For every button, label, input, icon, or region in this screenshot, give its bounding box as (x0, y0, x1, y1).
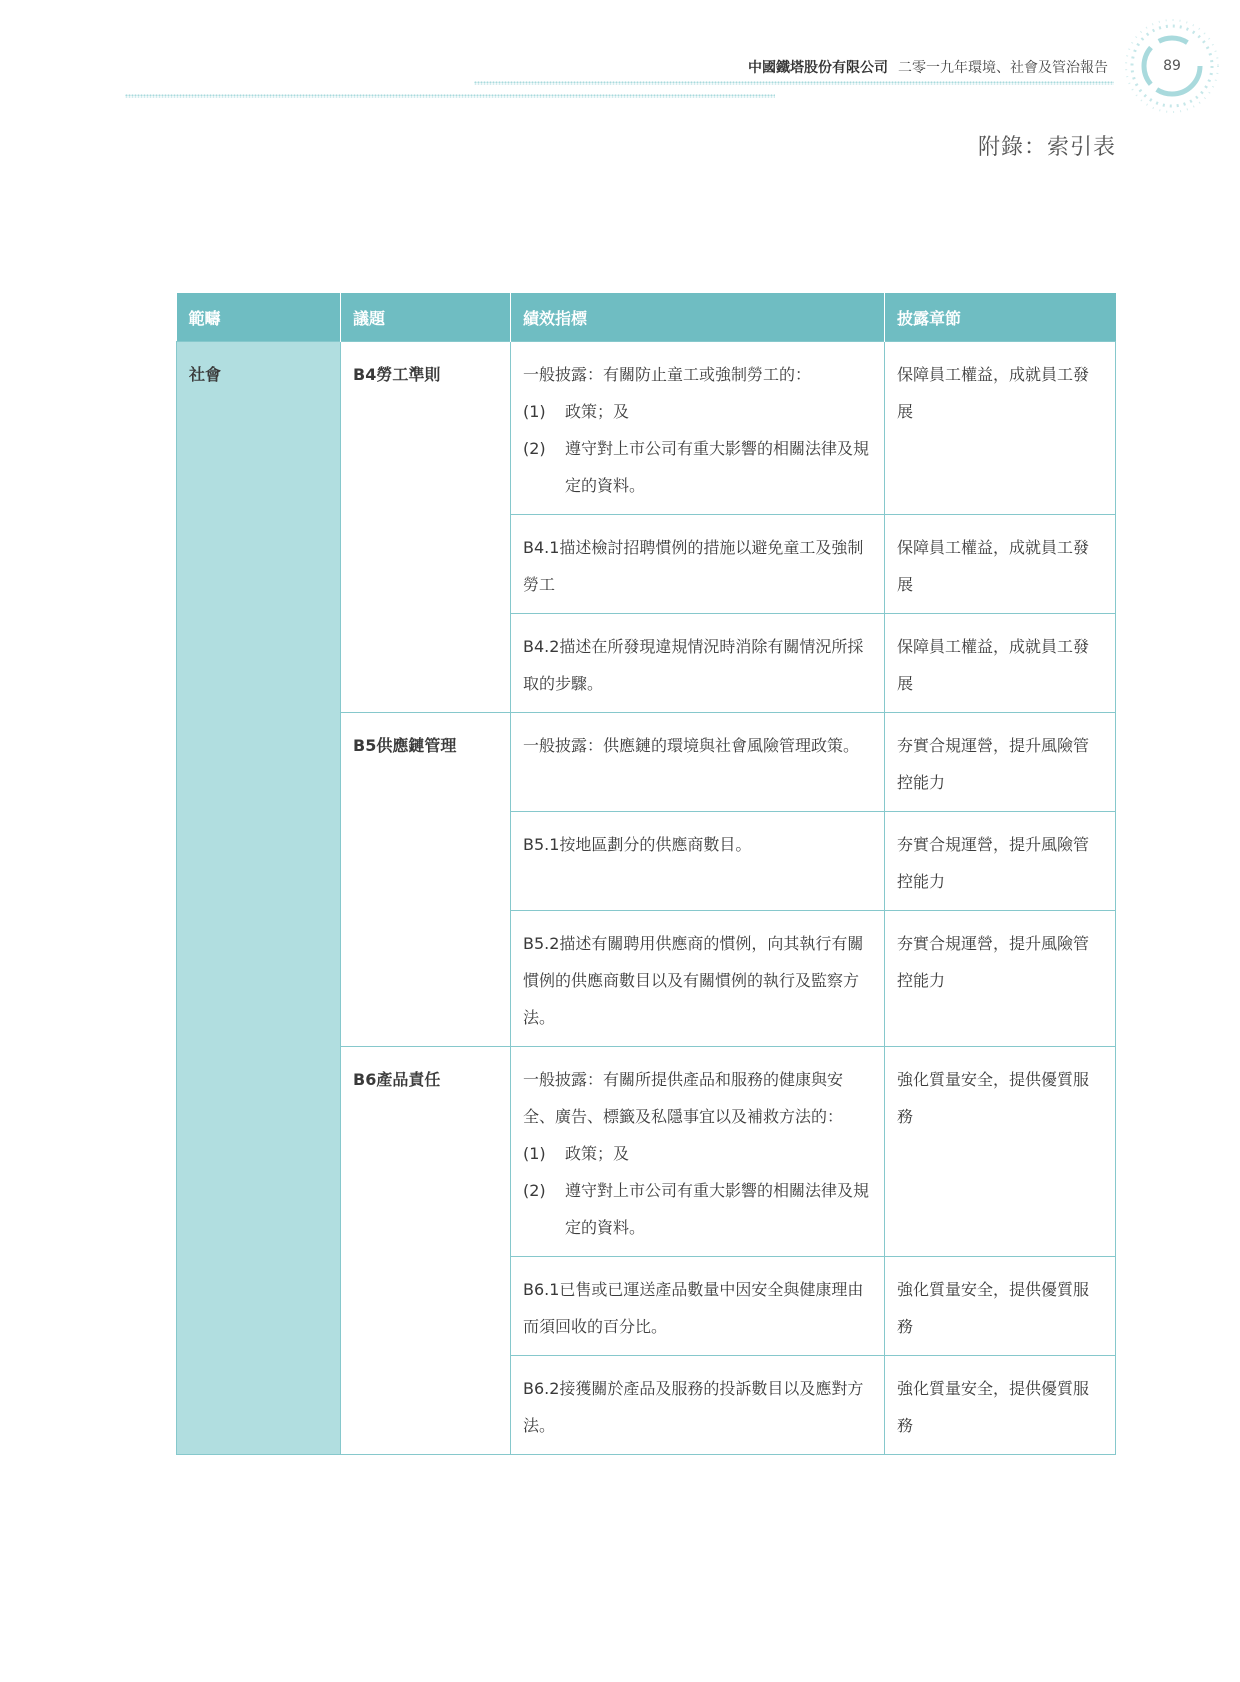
index-table (176, 293, 1116, 1455)
indicator-cell (511, 1047, 885, 1257)
indicator-cell (511, 812, 885, 911)
list-item-text: 政策；及 (565, 1144, 630, 1163)
indicator-cell (511, 1257, 885, 1356)
indicator-text: B6.1已售或已運送產品數量中因安全與健康理由而須回收的百分比。 (523, 1280, 864, 1336)
page-number: 89 (1163, 58, 1181, 74)
topic-cell: B5供應鏈管理 (341, 713, 511, 1047)
header-dotted-line-lower (125, 94, 775, 98)
topic-cell: B4勞工準則 (341, 342, 511, 713)
section-title: 附錄：索引表 (977, 135, 1116, 160)
list-item-text: 遵守對上市公司有重大影響的相關法律及規定的資料。 (565, 439, 870, 495)
indicator-text: 一般披露：有關防止童工或強制勞工的： (523, 365, 812, 384)
chapter-cell: 強化質量安全，提供優質服務 (885, 1257, 1116, 1356)
header-chapter: 披露章節 (885, 293, 1116, 342)
chapter-cell: 強化質量安全，提供優質服務 (885, 1356, 1116, 1455)
indicator-cell (511, 614, 885, 713)
list-item (523, 1172, 872, 1246)
chapter-cell: 夯實合規運營，提升風險管控能力 (885, 713, 1116, 812)
header-topic: 議題 (341, 293, 511, 342)
list-item (523, 430, 872, 504)
header-indicator: 績效指標 (511, 293, 885, 342)
report-header (748, 57, 1108, 77)
chapter-cell: 夯實合規運營，提升風險管控能力 (885, 911, 1116, 1047)
chapter-cell: 保障員工權益，成就員工發展 (885, 614, 1116, 713)
list-item-number: (1) (523, 1144, 546, 1163)
indicator-cell (511, 515, 885, 614)
indicator-text: B4.1描述檢討招聘慣例的措施以避免童工及強制勞工 (523, 538, 864, 594)
table-header-row (177, 293, 1116, 342)
indicator-cell (511, 1356, 885, 1455)
table-body (177, 342, 1116, 1455)
list-item-number: (2) (523, 1181, 546, 1200)
list-item-text: 遵守對上市公司有重大影響的相關法律及規定的資料。 (565, 1181, 870, 1237)
topic-cell: B6產品責任 (341, 1047, 511, 1455)
chapter-cell: 強化質量安全，提供優質服務 (885, 1047, 1116, 1257)
chapter-cell: 夯實合規運營，提升風險管控能力 (885, 812, 1116, 911)
table-row (177, 342, 1116, 515)
indicator-cell (511, 342, 885, 515)
list-item-number: (1) (523, 402, 546, 421)
list-item-text: 政策；及 (565, 402, 630, 421)
indicator-text: B5.2描述有關聘用供應商的慣例，向其執行有關慣例的供應商數目以及有關慣例的執行及監察方法。 (523, 934, 864, 1027)
indicator-sublist (523, 393, 872, 504)
header-dotted-line (474, 81, 1114, 85)
indicator-text: B6.2接獲關於產品及服務的投訴數目以及應對方法。 (523, 1379, 864, 1435)
indicator-cell (511, 713, 885, 812)
indicator-text: B5.1按地區劃分的供應商數目。 (523, 835, 752, 854)
category-cell: 社會 (177, 342, 341, 1455)
chapter-cell: 保障員工權益，成就員工發展 (885, 515, 1116, 614)
indicator-cell (511, 911, 885, 1047)
chapter-cell: 保障員工權益，成就員工發展 (885, 342, 1116, 515)
company-name: 中國鐵塔股份有限公司 (748, 60, 888, 76)
header-category: 範疇 (177, 293, 341, 342)
indicator-sublist (523, 1135, 872, 1246)
list-item (523, 393, 872, 430)
indicator-text: B4.2描述在所發現違規情況時消除有關情況所採取的步驟。 (523, 637, 864, 693)
list-item (523, 1135, 872, 1172)
report-name: 二零一九年環境、社會及管治報告 (898, 60, 1108, 76)
indicator-text: 一般披露：供應鏈的環境與社會風險管理政策。 (523, 736, 860, 755)
indicator-text: 一般披露：有關所提供產品和服務的健康與安全、廣告、標籤及私隱事宜以及補救方法的： (523, 1070, 844, 1126)
list-item-number: (2) (523, 439, 546, 458)
